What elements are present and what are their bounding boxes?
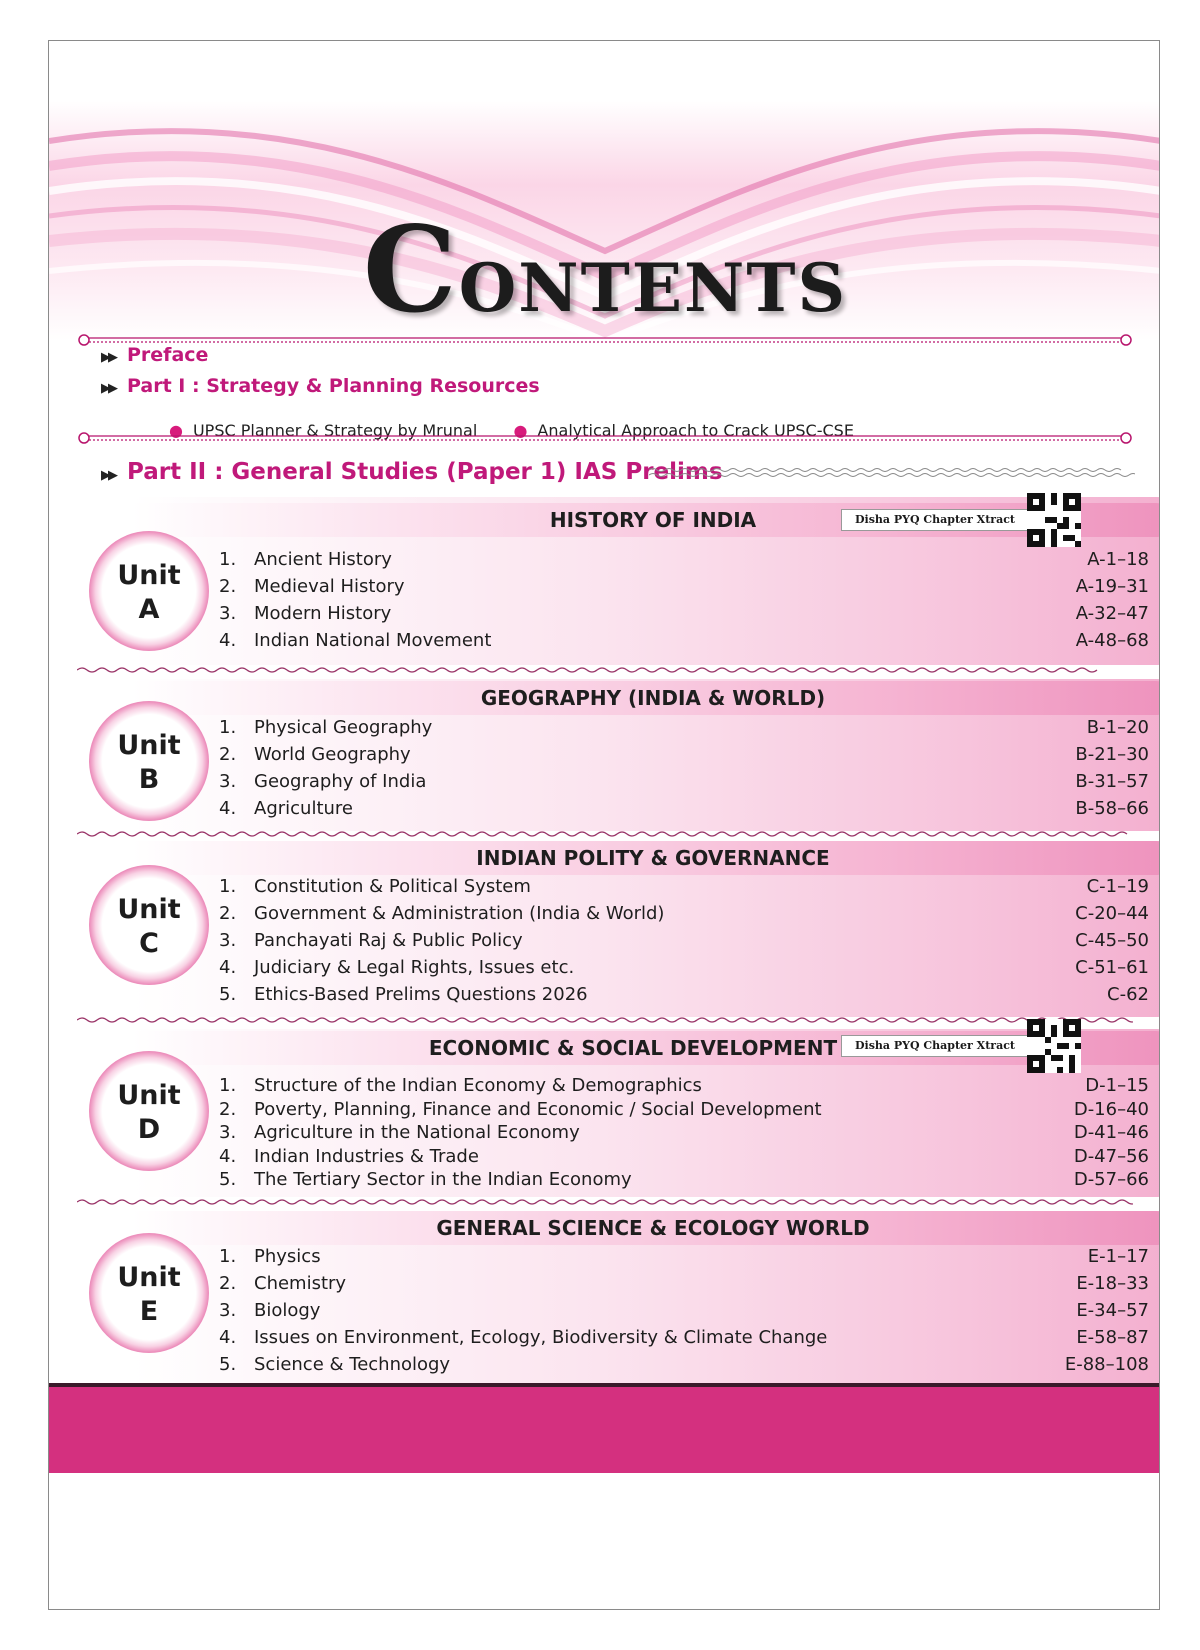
divider-line [77,333,1133,347]
double-arrow-icon: ▶▶ [101,468,115,483]
page-title: CONTENTS [362,200,848,339]
part2-heading: ▶▶ Part II : General Studies (Paper 1) IAS Prelims [101,459,723,485]
qr-code-icon [1027,1019,1081,1073]
chapter-row: 1. Ancient History A-1–18 [219,549,1149,570]
chapter-row: 1. Physical Geography B-1–20 [219,717,1149,738]
bullet-icon: ● [169,421,183,440]
chapter-row: 4. Indian National Movement A-48–68 [219,630,1149,651]
chapter-row: 5. Science & Technology E-88–108 [219,1354,1149,1375]
unit-a-chapters [219,549,1149,657]
unit-d-heading: ECONOMIC & SOCIAL DEVELOPMENT [133,1031,1160,1065]
chapter-row: 3. Panchayati Raj & Public Policy C-45–50 [219,930,1149,951]
xtract-label: Disha PYQ Chapter Xtract [841,1035,1029,1057]
unit-d-chapters [219,1075,1149,1193]
xtract-label: Disha PYQ Chapter Xtract [841,509,1029,531]
unit-separator [77,829,1133,839]
divider-line [77,431,1133,445]
unit-d-badge: Unit D [89,1051,209,1171]
unit-c-heading: INDIAN POLITY & GOVERNANCE [133,841,1160,875]
chapter-row: 3. Agriculture in the National Economy D-41–46 [219,1122,1149,1143]
chapter-row: 1. Physics E-1–17 [219,1246,1149,1267]
unit-separator [77,1197,1133,1207]
chapter-row: 2. Chemistry E-18–33 [219,1273,1149,1294]
chapter-row: 2. Poverty, Planning, Finance and Economic / Social Development D-16–40 [219,1098,1149,1120]
chapter-row: 4. Issues on Environment, Ecology, Biodiversity & Climate Change E-58–87 [219,1327,1149,1348]
chapter-row: 1. Constitution & Political System C-1–19 [219,876,1149,897]
bullet-icon: ● [513,421,528,440]
chapter-row: 2. Government & Administration (India & World) C-20–44 [219,903,1149,924]
chapter-row: 3. Geography of India B-31–57 [219,771,1149,792]
double-arrow-icon: ▶▶ [101,350,115,365]
contents-page [48,40,1160,1610]
unit-b-chapters [219,717,1149,825]
chapter-row: 4. Indian Industries & Trade D-47–56 [219,1145,1149,1167]
unit-a-badge: Unit A [89,531,209,651]
unit-b-heading: GEOGRAPHY (INDIA & WORLD) [133,681,1160,715]
chapter-row: 4. Judiciary & Legal Rights, Issues etc. C-51–61 [219,957,1149,978]
unit-e-heading: GENERAL SCIENCE & ECOLOGY WORLD [133,1211,1160,1245]
chapter-row: 5. Ethics-Based Prelims Questions 2026 C-62 [219,984,1149,1005]
qr-code-icon [1027,493,1081,547]
double-arrow-icon: ▶▶ [101,381,115,396]
chapter-row: 1. Structure of the Indian Economy & Demographics D-1–15 [219,1075,1149,1096]
chapter-row: 3. Biology E-34–57 [219,1300,1149,1321]
part1-items: ● UPSC Planner & Strategy by Mrunal ● Analytical Approach to Crack UPSC-CSE [169,421,854,440]
chapter-row: 4. Agriculture B-58–66 [219,798,1149,819]
wavy-line [649,467,1135,479]
part1-heading: ▶▶ Part I : Strategy & Planning Resources [101,375,540,397]
chapter-row: 3. Modern History A-32–47 [219,603,1149,624]
unit-e-chapters [219,1246,1149,1381]
unit-separator [77,1015,1133,1025]
unit-separator [77,665,1133,675]
chapter-row: 2. World Geography B-21–30 [219,744,1149,765]
preface-entry: ▶▶ Preface [101,344,209,366]
unit-c-badge: Unit C [89,865,209,985]
unit-c-chapters [219,876,1149,1011]
chapter-row: 2. Medieval History A-19–31 [219,576,1149,597]
footer-band [49,1383,1160,1473]
unit-b-badge: Unit B [89,701,209,821]
chapter-row: 5. The Tertiary Sector in the Indian Economy D-57–66 [219,1169,1149,1190]
unit-e-badge: Unit E [89,1233,209,1353]
unit-a-heading: HISTORY OF INDIA [133,503,1160,537]
